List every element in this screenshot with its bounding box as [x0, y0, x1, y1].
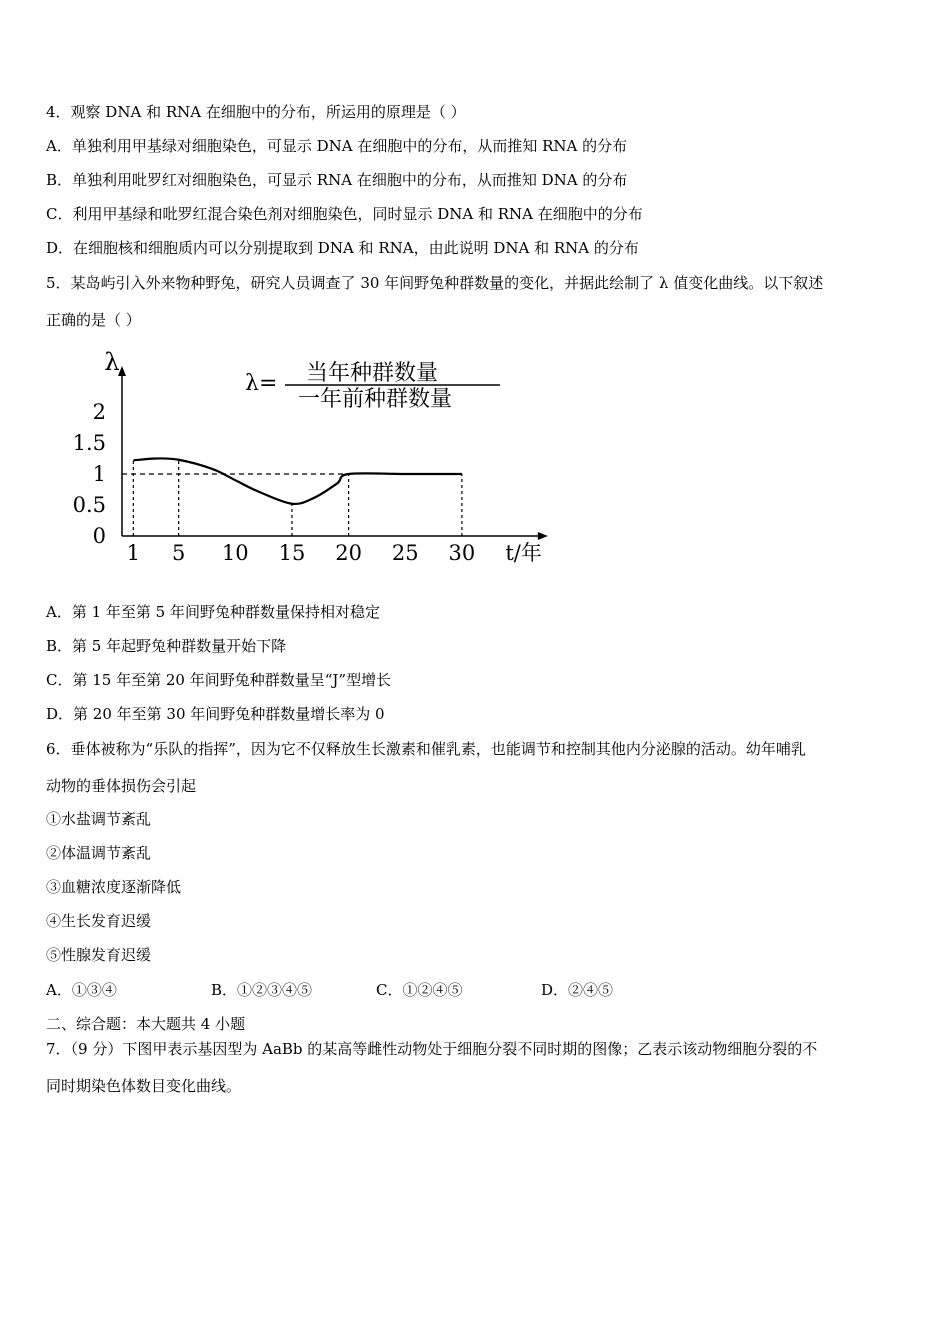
q4-stem: 4．观察 DNA 和 RNA 在细胞中的分布，所运用的原理是（ ）	[46, 103, 466, 121]
q5-option-d: D．第 20 年至第 30 年间野兔种群数量增长率为 0	[46, 705, 385, 723]
x-tick-label: 25	[391, 541, 419, 565]
y-tick-label: 0	[92, 524, 106, 548]
q6-item-5: ⑤性腺发育迟缓	[46, 946, 152, 964]
formula-numerator: 当年种群数量	[306, 361, 439, 386]
x-tick-label: 1	[126, 541, 141, 565]
x-tick-label: 10	[221, 541, 249, 565]
q6-stem-line2: 动物的垂体损伤会引起	[46, 777, 197, 795]
q5-option-b: B．第 5 年起野兔种群数量开始下降	[46, 637, 287, 655]
q6-item-3: ③血糖浓度逐渐降低	[46, 878, 182, 896]
x-axis-label: t/年	[505, 541, 542, 565]
x-tick-label: 5	[171, 541, 186, 565]
q4-option-b: B．单独利用吡罗红对细胞染色，可显示 RNA 在细胞中的分布，从而推知 DNA 的分布	[46, 171, 628, 189]
q4-option-d: D．在细胞核和细胞质内可以分别提取到 DNA 和 RNA，由此说明 DNA 和 RNA 的分布	[46, 239, 639, 257]
q5-stem-line2: 正确的是（ ）	[46, 311, 141, 329]
q5-option-a: A．第 1 年至第 5 年间野兔种群数量保持相对稳定	[46, 603, 380, 621]
chart-guides	[122, 460, 462, 536]
chart-series	[133, 458, 462, 504]
q7-stem-line1: 7．（9 分）下图甲表示基因型为 AaBb 的某高等雌性动物处于细胞分裂不同时期的图像；乙表示该动物细胞分裂的不	[46, 1040, 818, 1058]
q4-option-c: C．利用甲基绿和吡罗红混合染色剂对细胞染色，同时显示 DNA 和 RNA 在细胞中的分布	[46, 205, 643, 223]
q4-option-a: A．单独利用甲基绿对细胞染色，可显示 DNA 在细胞中的分布，从而推知 RNA 的分布	[46, 137, 628, 155]
x-tick-label: 15	[278, 541, 306, 565]
y-axis-label: λ	[104, 348, 120, 376]
formula-lhs: λ=	[245, 371, 278, 396]
q6-option-a: A．①③④	[46, 981, 117, 999]
x-tick-label: 30	[448, 541, 476, 565]
lambda-formula	[245, 361, 500, 412]
q6-item-1: ①水盐调节紊乱	[46, 810, 152, 828]
x-axis-arrow	[538, 532, 548, 540]
q6-item-2: ②体温调节紊乱	[46, 844, 152, 862]
x-tick-label: 20	[335, 541, 362, 565]
formula-denominator: 一年前种群数量	[298, 387, 453, 412]
q6-option-d: D．②④⑤	[541, 981, 614, 999]
q5-stem-line1: 5．某岛屿引入外来物种野兔，研究人员调查了 30 年间野兔种群数量的变化，并据此绘制了 λ 值变化曲线。以下叙述	[46, 274, 824, 292]
q7-stem-line2: 同时期染色体数目变化曲线。	[46, 1077, 242, 1095]
q6-stem-line1: 6．垂体被称为“乐队的指挥”，因为它不仅释放生长激素和催乳素，也能调节和控制其他内分泌腺的活动。幼年哺乳	[46, 740, 806, 758]
y-tick-label: 1	[92, 462, 106, 486]
section-heading: 二、综合题：本大题共 4 小题	[46, 1015, 246, 1033]
q6-option-b: B．①②③④⑤	[211, 981, 313, 999]
q5-option-c: C．第 15 年至第 20 年间野兔种群数量呈“J”型增长	[46, 671, 392, 689]
y-tick-label: 2	[92, 400, 106, 424]
lambda-chart	[60, 348, 580, 578]
y-tick-label: 1.5	[72, 431, 106, 455]
q6-option-c: C．①②④⑤	[376, 981, 463, 999]
q6-item-4: ④生长发育迟缓	[46, 912, 152, 930]
y-tick-label: 0.5	[72, 493, 106, 517]
lambda-curve	[133, 458, 462, 504]
